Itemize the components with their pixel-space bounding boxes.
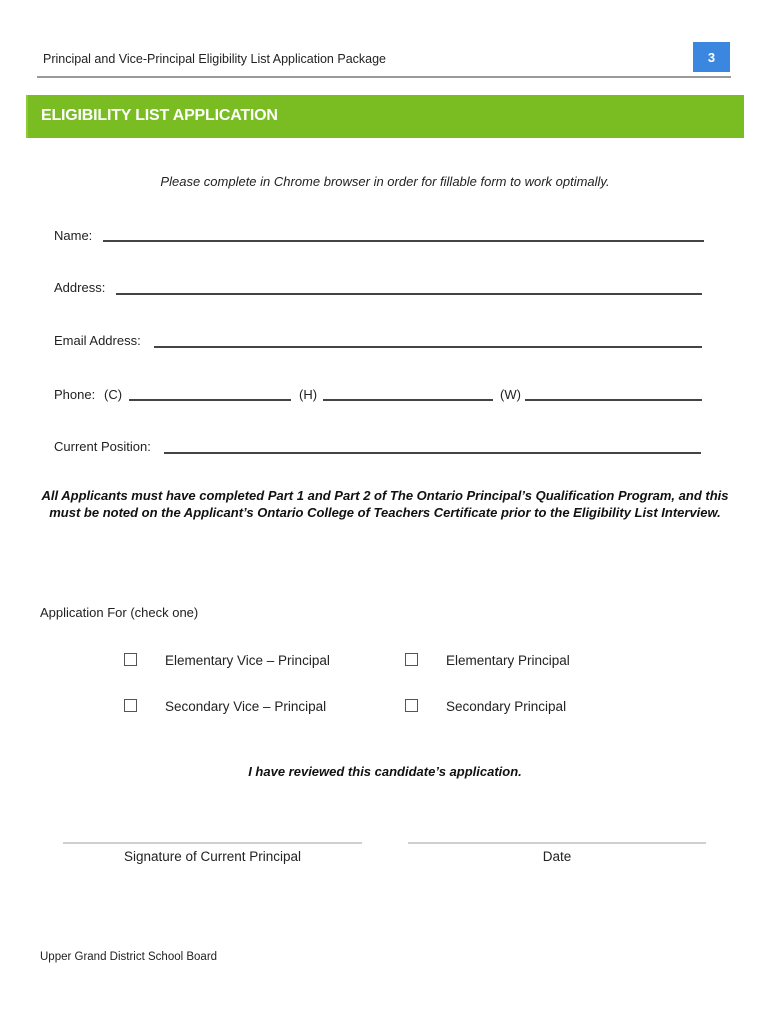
checkbox-elementary-principal[interactable] — [405, 653, 418, 666]
section-title: ELIGIBILITY LIST APPLICATION — [41, 107, 278, 124]
phone-work-label: (W) — [500, 387, 521, 402]
document-header-title: Principal and Vice-Principal Eligibility List Application Package — [43, 52, 387, 66]
phone-cell-field[interactable] — [129, 399, 291, 401]
qualification-notice: All Applicants must have completed Part 1 and Part 2 of The Ontario Principal’s Qualification Program, and this must be noted on the Applicant’s Ontario College of Teachers Certificate prior to the Eligibility List Interview. — [41, 488, 729, 520]
address-field[interactable] — [116, 293, 702, 295]
address-label: Address: — [54, 280, 106, 295]
name-field[interactable] — [103, 240, 704, 242]
page-number-badge: 3 — [693, 42, 730, 72]
phone-work-field[interactable] — [525, 399, 702, 401]
option-elementary-vice-principal: Elementary Vice – Principal — [165, 653, 330, 668]
phone-label: Phone: — [54, 387, 96, 402]
email-label: Email Address: — [54, 333, 141, 348]
checkbox-secondary-principal[interactable] — [405, 699, 418, 712]
current-position-field[interactable] — [164, 452, 701, 454]
browser-instruction: Please complete in Chrome browser in order for fillable form to work optimally. — [160, 174, 610, 189]
phone-cell-label: (C) — [104, 387, 123, 402]
phone-home-label: (H) — [299, 387, 318, 402]
option-secondary-principal: Secondary Principal — [446, 699, 567, 714]
date-label: Date — [542, 849, 572, 864]
email-field[interactable] — [154, 346, 702, 348]
header-divider — [37, 76, 731, 78]
signature-label: Signature of Current Principal — [123, 849, 302, 864]
checkbox-secondary-vice-principal[interactable] — [124, 699, 137, 712]
phone-home-field[interactable] — [323, 399, 493, 401]
checkbox-elementary-vice-principal[interactable] — [124, 653, 137, 666]
date-field[interactable] — [408, 842, 706, 844]
signature-field[interactable] — [63, 842, 362, 844]
application-for-label: Application For (check one) — [40, 605, 199, 620]
name-label: Name: — [54, 228, 93, 243]
footer-organization: Upper Grand District School Board — [40, 951, 218, 963]
option-elementary-principal: Elementary Principal — [446, 653, 570, 668]
current-position-label: Current Position: — [54, 439, 151, 454]
option-secondary-vice-principal: Secondary Vice – Principal — [165, 699, 327, 714]
review-statement: I have reviewed this candidate’s application. — [248, 764, 522, 779]
